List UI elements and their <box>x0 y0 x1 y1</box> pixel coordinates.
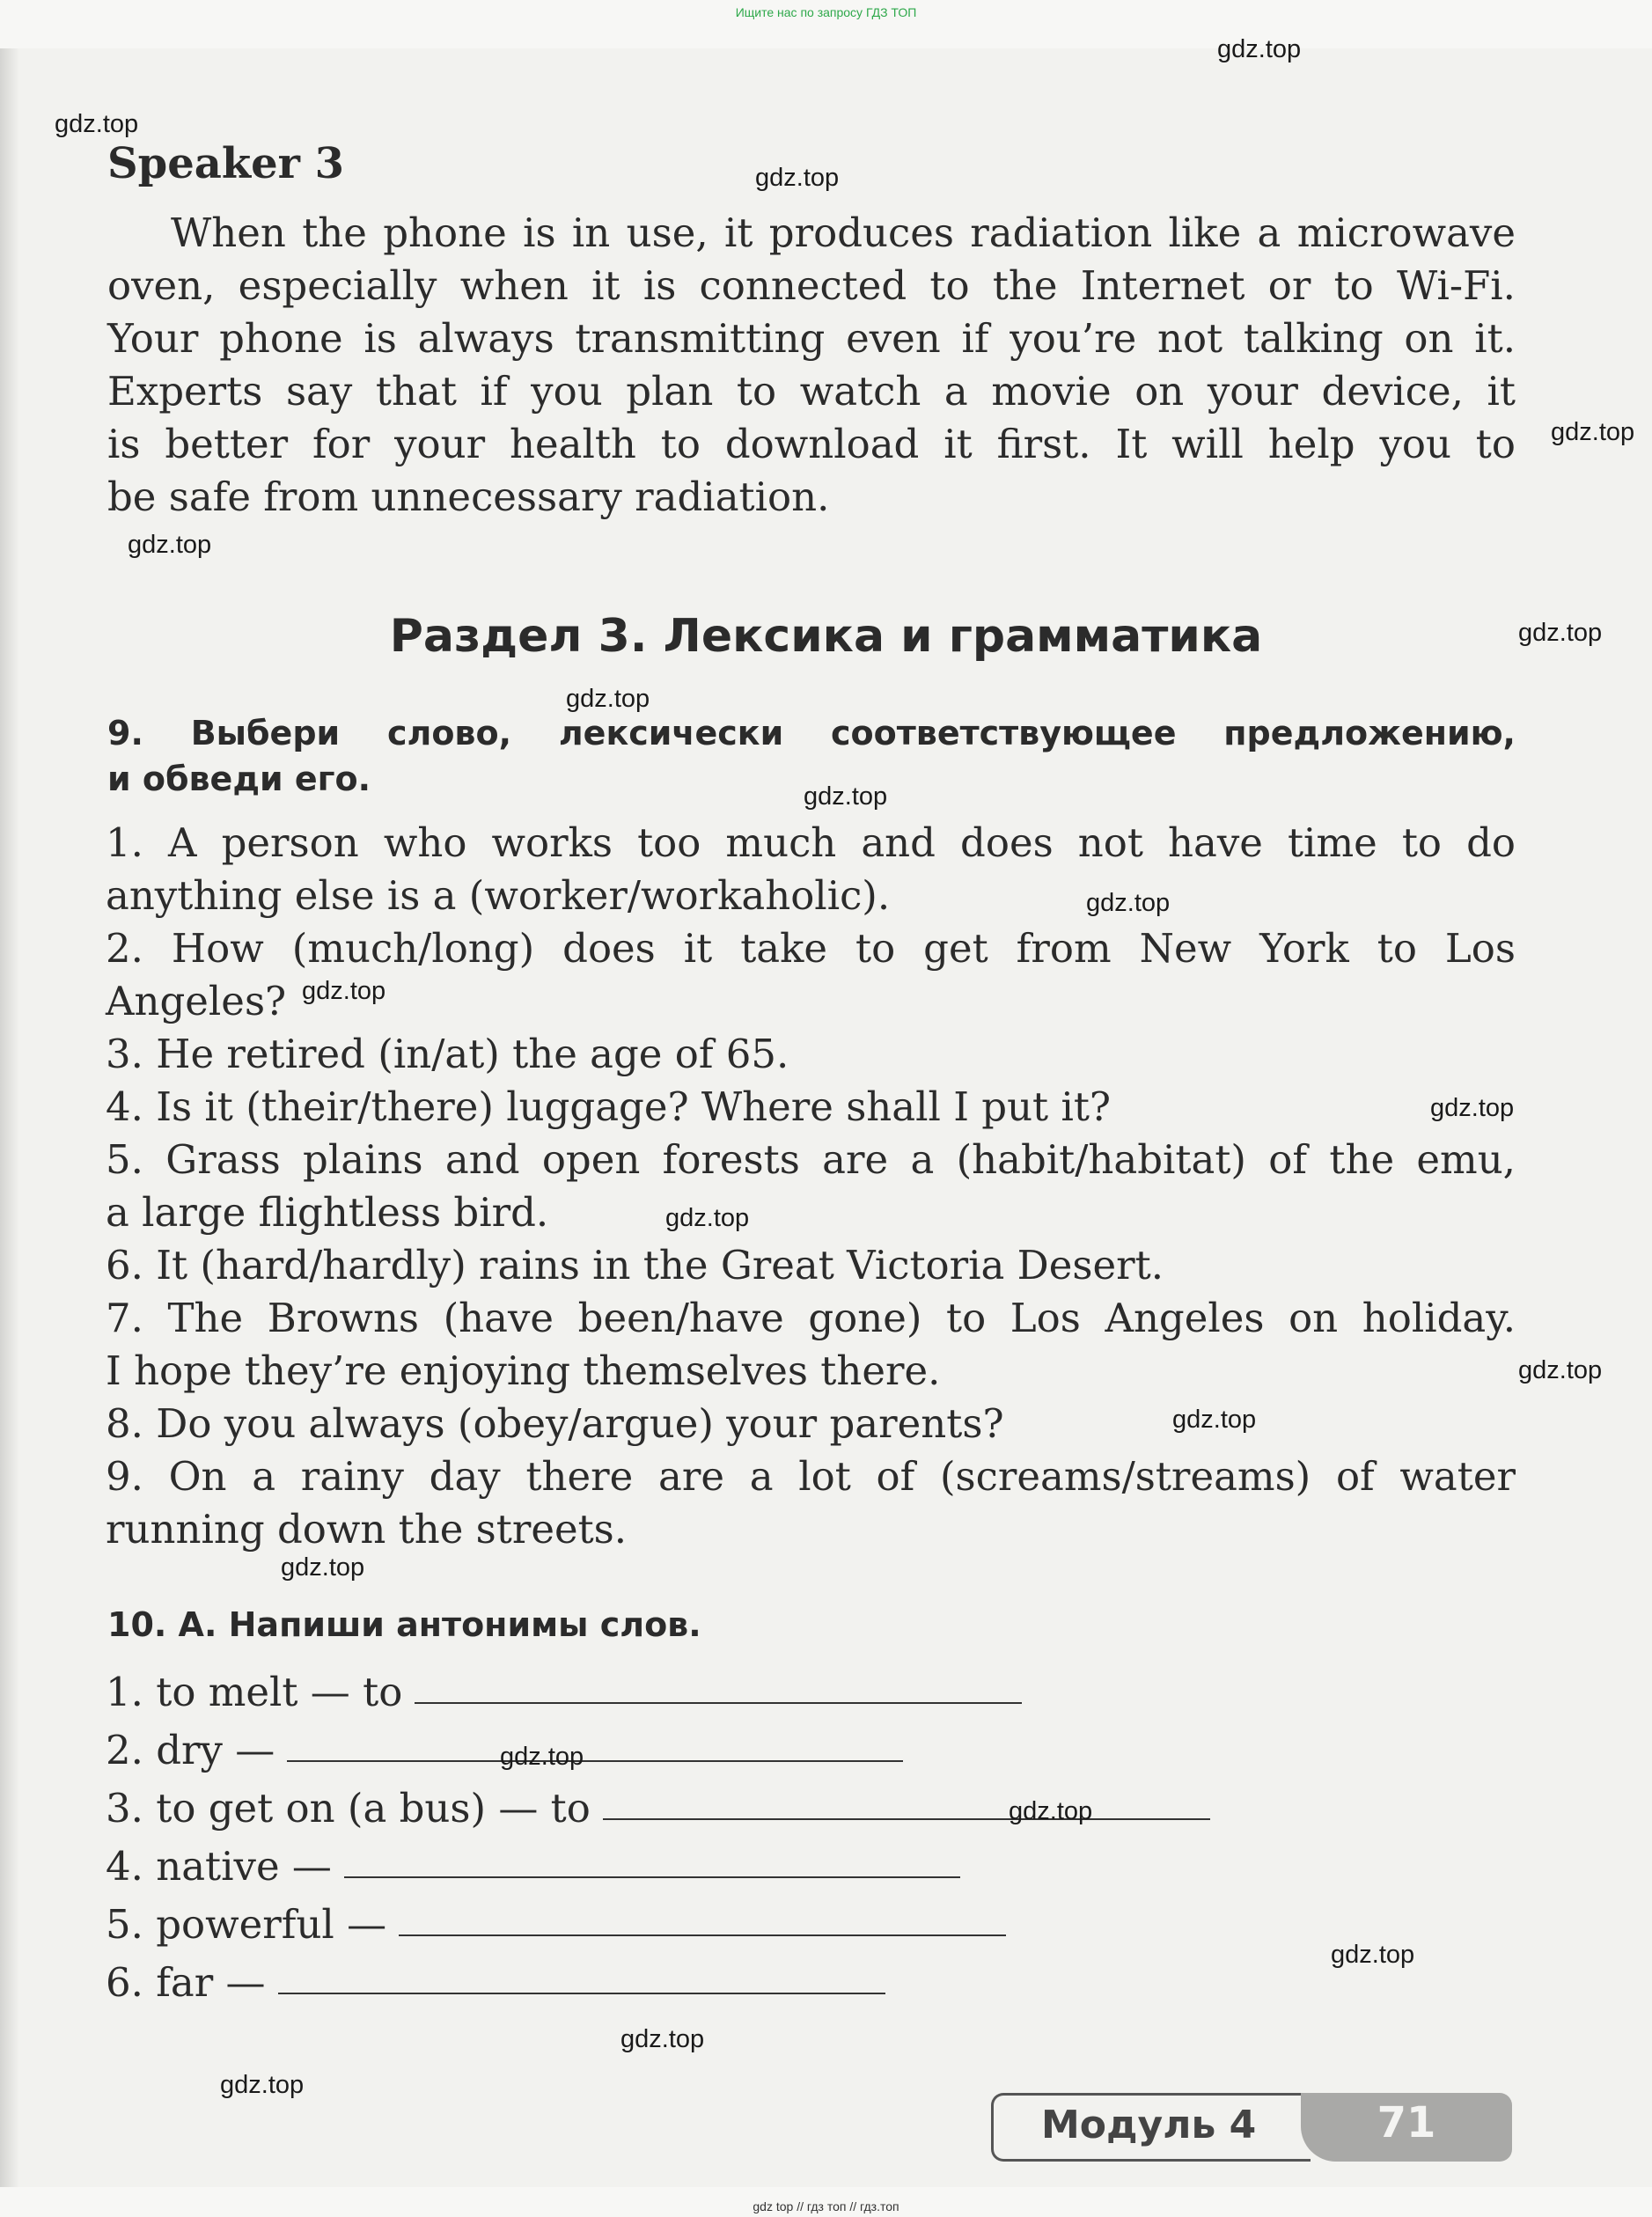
watermark: gdz.top <box>1009 1797 1093 1825</box>
text-line: is better for your health to download it first. It will help you to <box>107 421 1516 467</box>
watermark: gdz.top <box>281 1553 365 1582</box>
watermark: gdz.top <box>566 685 650 713</box>
footer-links: gdz top // гдз топ // гдз.топ <box>753 2199 899 2213</box>
watermark: gdz.top <box>302 977 386 1005</box>
watermark: gdz.top <box>500 1743 584 1771</box>
watermark: gdz.top <box>755 164 840 192</box>
watermark: gdz.top <box>665 1204 750 1232</box>
page-number: 71 <box>1377 2098 1436 2147</box>
watermark: gdz.top <box>55 110 139 138</box>
text-line: Your phone is always transmitting even if you’re not talking on it. <box>107 315 1516 362</box>
antonym-row <box>106 1840 960 1893</box>
item-line: Angeles? <box>106 978 287 1024</box>
task-line: 9. Выбери слово, лексически соответствующее предложению, <box>107 714 1516 752</box>
antonym-prompt: 4. native — <box>106 1843 332 1890</box>
antonym-prompt: 6. far — <box>106 1959 266 2006</box>
watermark: gdz.top <box>1551 418 1635 446</box>
watermark: gdz.top <box>804 782 888 811</box>
section-title: Раздел 3. Лексика и грамматика <box>389 610 1263 663</box>
top-banner: Ищите нас по запросу ГДЗ ТОП <box>735 5 917 19</box>
antonym-prompt: 5. powerful — <box>106 1901 387 1948</box>
antonym-row <box>106 1898 1006 1951</box>
answer-blank[interactable] <box>344 1876 960 1878</box>
item-line: 4. Is it (their/there) luggage? Where shall I put it? <box>106 1083 1112 1130</box>
watermark: gdz.top <box>1086 889 1171 917</box>
watermark: gdz.top <box>1217 35 1302 63</box>
speaker-title: Speaker 3 <box>107 139 345 188</box>
item-line: 6. It (hard/hardly) rains in the Great Victoria Desert. <box>106 1242 1164 1288</box>
watermark: gdz.top <box>1331 1941 1415 1969</box>
answer-blank[interactable] <box>603 1818 1210 1820</box>
watermark: gdz.top <box>620 2025 705 2053</box>
item-line: I hope they’re enjoying themselves there. <box>106 1347 941 1394</box>
antonym-prompt: 2. dry — <box>106 1727 275 1773</box>
watermark: gdz.top <box>1518 619 1603 647</box>
antonym-row <box>106 1956 885 2009</box>
task-9-items <box>106 817 1516 1556</box>
module-label-box <box>991 2093 1311 2162</box>
module-page-badge <box>991 2093 1512 2160</box>
antonym-row <box>106 1666 1022 1719</box>
task-title: 10. А. Напиши антонимы слов. <box>107 1605 701 1644</box>
item-line: anything else is a (worker/workaholic). <box>106 872 891 919</box>
antonym-prompt: 3. to get on (a bus) — to <box>106 1785 591 1832</box>
watermark: gdz.top <box>1430 1094 1515 1122</box>
answer-blank[interactable] <box>415 1702 1022 1704</box>
watermark: gdz.top <box>220 2071 305 2099</box>
task-10-instruction <box>107 1602 1516 1648</box>
speaker-paragraph <box>107 207 1516 524</box>
item-line: 3. He retired (in/at) the age of 65. <box>106 1031 789 1077</box>
item-line: 8. Do you always (obey/argue) your parents? <box>106 1400 1004 1447</box>
watermark: gdz.top <box>1172 1406 1257 1434</box>
page-number-box <box>1301 2093 1512 2162</box>
module-label: Модуль 4 <box>1041 2103 1257 2147</box>
watermark: gdz.top <box>1518 1356 1603 1384</box>
text-line: be safe from unnecessary radiation. <box>107 473 830 520</box>
task-line: и обведи его. <box>107 760 371 798</box>
antonym-prompt: 1. to melt — to <box>106 1669 403 1715</box>
item-line: a large flightless bird. <box>106 1189 549 1236</box>
item-line: 1. A person who works too much and does not have time to do <box>106 819 1516 866</box>
text-line: Experts say that if you plan to watch a movie on your device, it <box>107 368 1516 415</box>
item-line: 7. The Browns (have been/have gone) to Los Angeles on holiday. <box>106 1295 1516 1341</box>
item-line: running down the streets. <box>106 1506 628 1553</box>
page-edge-shadow <box>0 48 19 2187</box>
item-line: 2. How (much/long) does it take to get from New York to Los <box>106 925 1516 972</box>
answer-blank[interactable] <box>399 1934 1006 1936</box>
answer-blank[interactable] <box>287 1760 903 1762</box>
answer-blank[interactable] <box>278 1993 885 1994</box>
text-line: When the phone is in use, it produces radiation like a microwave <box>171 209 1516 256</box>
item-line: 9. On a rainy day there are a lot of (screams/streams) of water <box>106 1453 1516 1500</box>
item-line: 5. Grass plains and open forests are a (habit/habitat) of the emu, <box>106 1136 1516 1183</box>
text-line: oven, especially when it is connected to the Internet or to Wi-Fi. <box>107 262 1516 309</box>
watermark: gdz.top <box>128 531 212 559</box>
